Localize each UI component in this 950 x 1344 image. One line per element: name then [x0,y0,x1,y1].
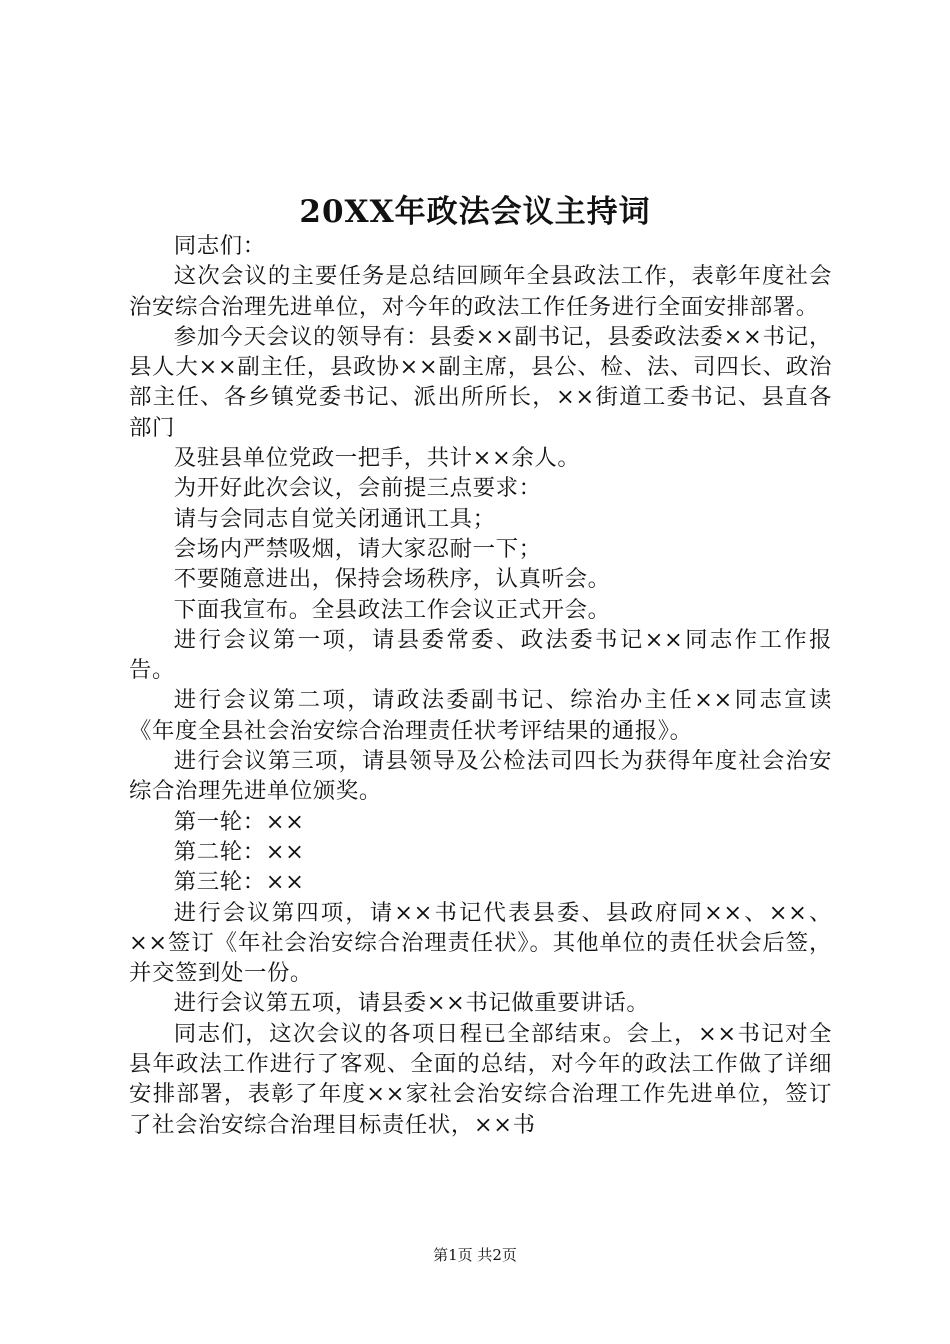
paragraph: 参加今天会议的领导有：县委××副书记，县委政法委××书记，县人大××副主任，县政协××副主席，县公、检、法、司四长、政治部主任、各乡镇党委书记、派出所所长，××街道工委书记、县直各部门 [129,323,832,441]
paragraph: 同志们： [173,233,266,259]
paragraph: 同志们，这次会议的各项日程已全部结束。会上，××书记对全县年政法工作进行了客观、全面的总结，对今年的政法工作做了详细安排部署，表彰了年度××家社会治安综合治理工作先进单位，签订了社会治安综合治理目标责任状，××书 [129,1020,832,1138]
document-title: 20XX年政法会议主持词 [299,194,651,230]
paragraph: 这次会议的主要任务是总结回顾年全县政法工作，表彰年度社会治安综合治理先进单位，对今年的政法工作任务进行全面安排部署。 [129,263,832,320]
paragraph: 及驻县单位党政一把手，共计××余人。 [173,445,581,472]
paragraph: 第一轮：×× [173,808,305,835]
paragraph: 会场内严禁吸烟，请大家忍耐一下； [173,535,542,562]
paragraph: 第三轮：×× [173,869,305,896]
paragraph: 下面我宣布。全县政法工作会议正式开会。 [173,596,611,623]
paragraph: 请与会同志自觉关闭通讯工具； [173,505,496,532]
page-number-footer: 第1页 共2页 [433,1246,517,1264]
document-body [129,231,832,1140]
paragraph: 进行会议第五项，请县委××书记做重要讲话。 [173,990,650,1017]
paragraph: 为开好此次会议，会前提三点要求： [173,475,542,502]
paragraph: 进行会议第一项，请县委常委、政法委书记××同志作工作报告。 [129,626,832,684]
paragraph: 进行会议第三项，请县领导及公检法司四长为获得年度社会治安综合治理先进单位颁奖。 [129,748,832,805]
paragraph: 进行会议第二项，请政法委副书记、综治办主任××同志宣读《年度全县社会治安综合治理责任状考评结果的通报》。 [129,687,832,744]
paragraph: 进行会议第四项，请××书记代表县委、县政府同××、××、××签订《年社会治安综合治理责任状》。其他单位的责任状会后签，并交签到处一份。 [129,899,832,987]
paragraph: 第二轮：×× [173,838,305,865]
paragraph: 不要随意进出，保持会场秩序，认真听会。 [173,566,611,593]
